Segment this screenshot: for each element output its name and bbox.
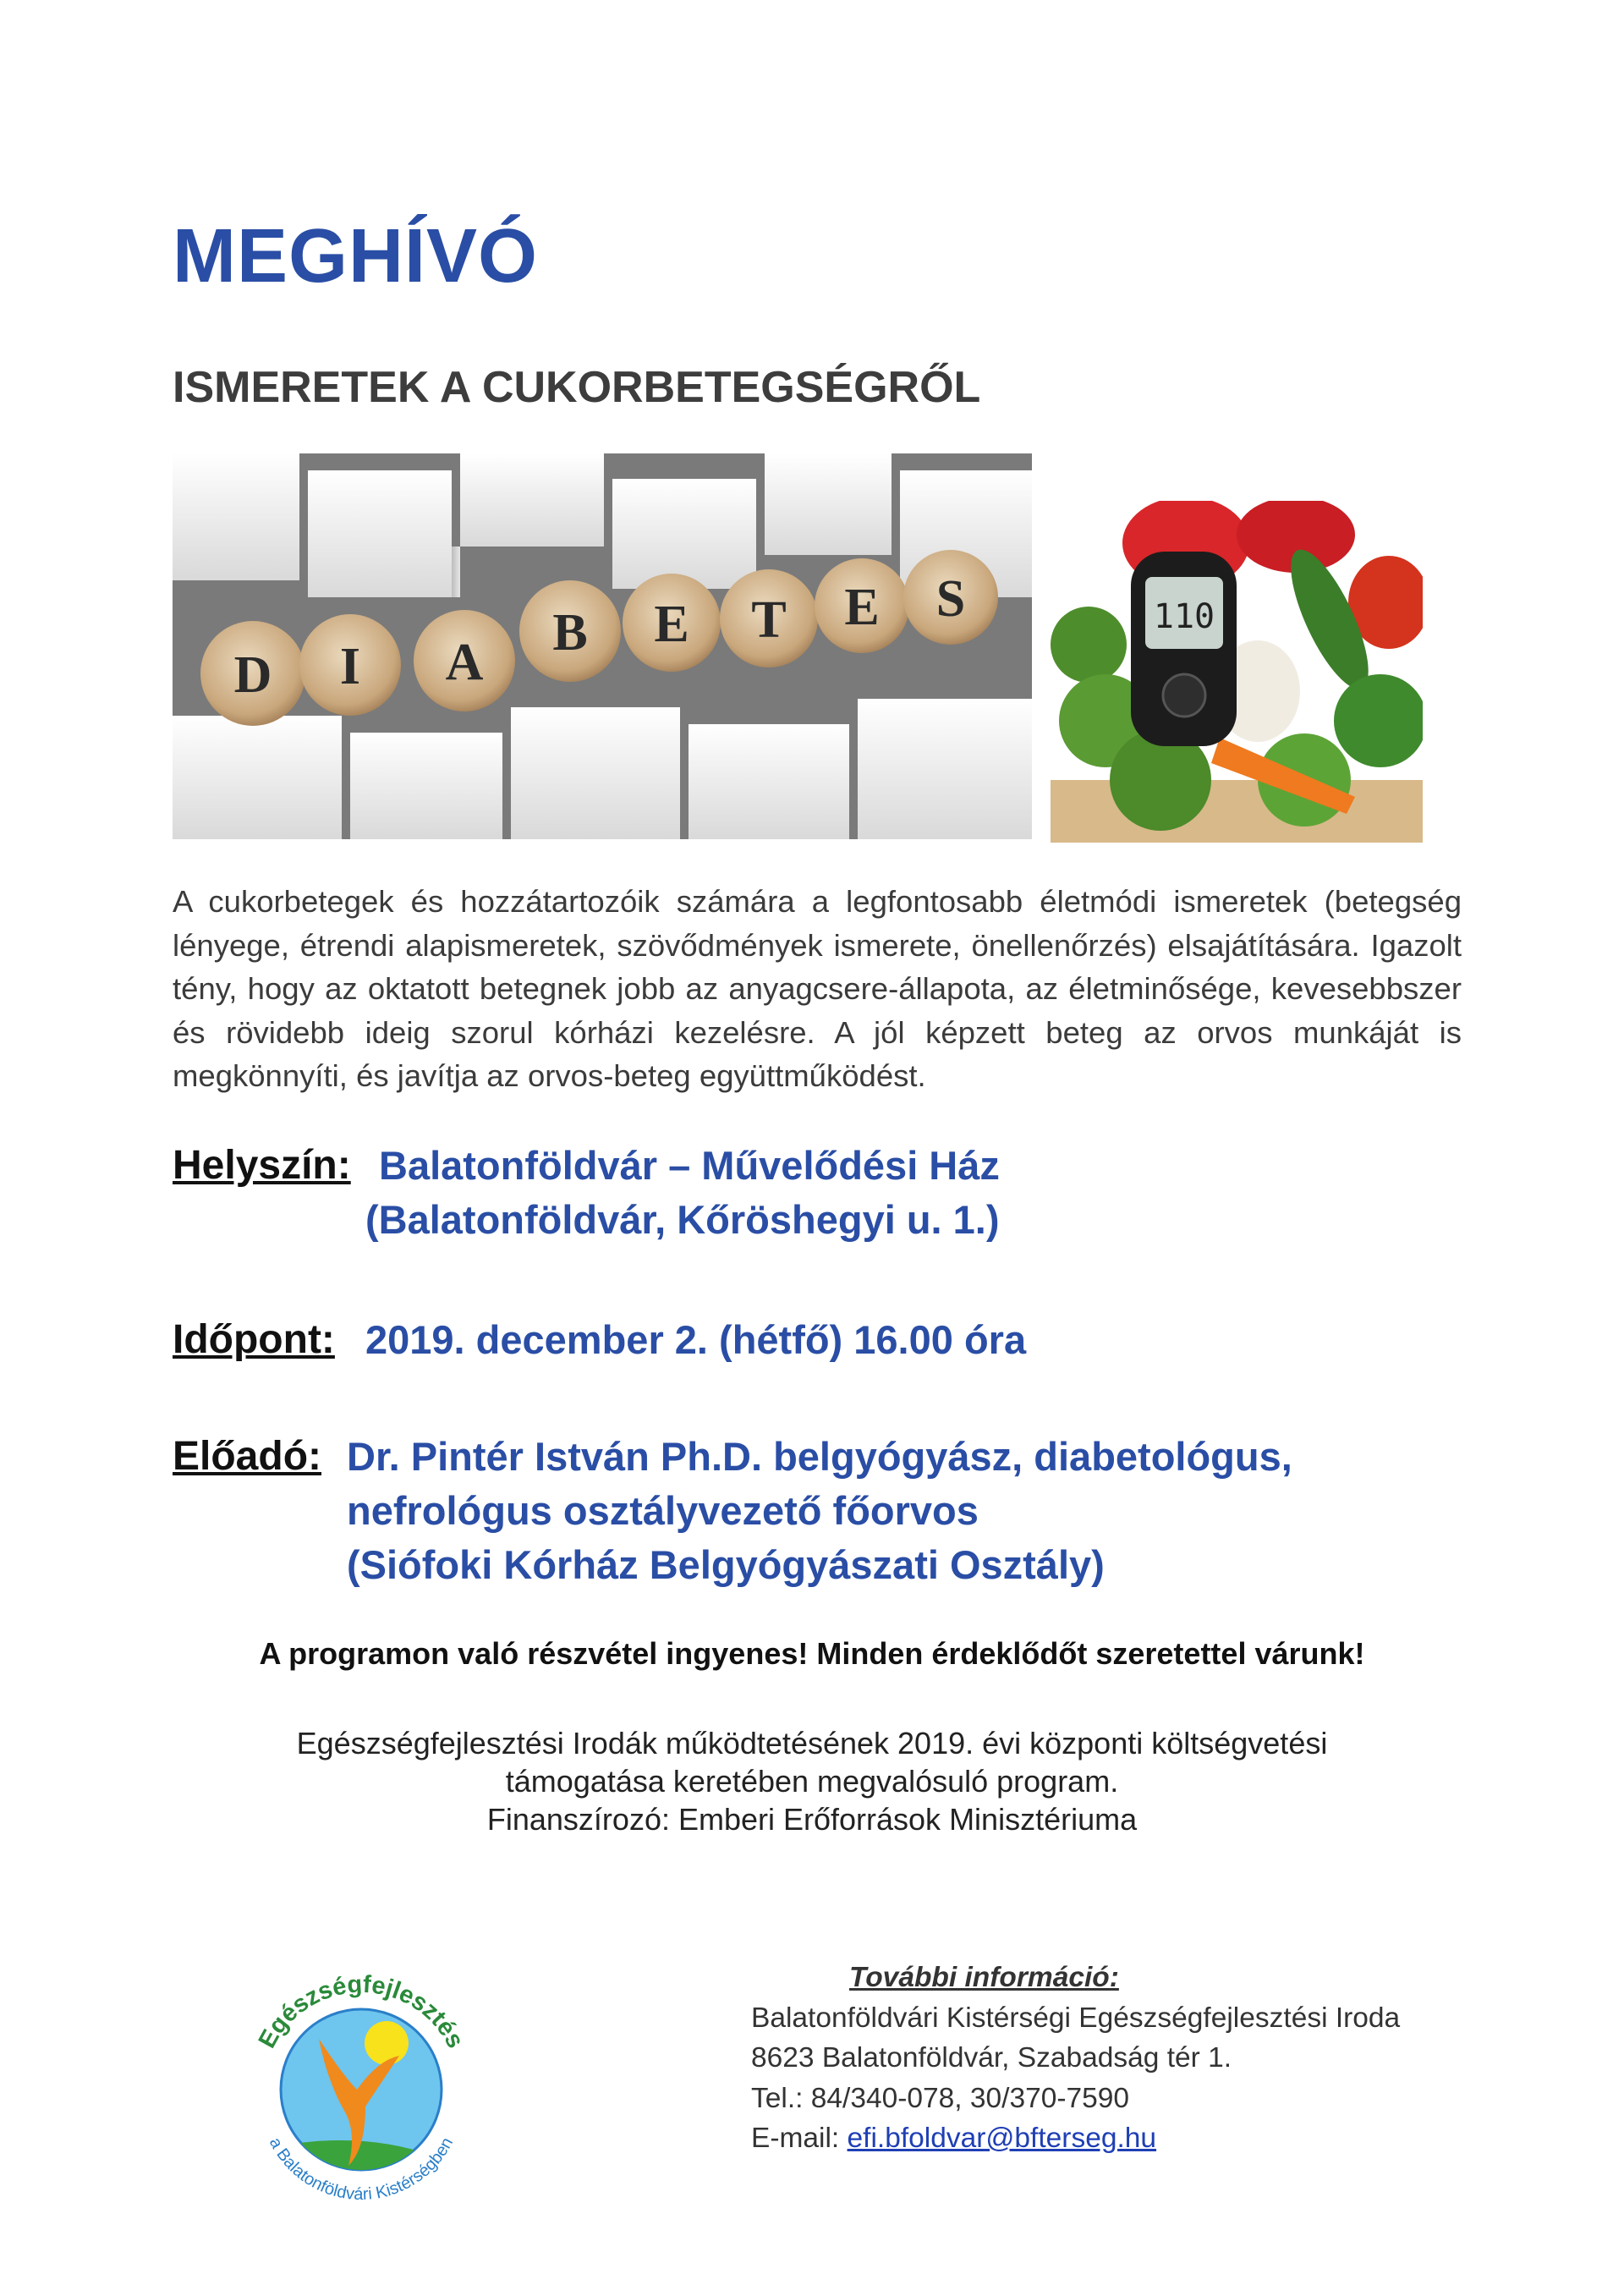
dice-letter: E: [654, 596, 689, 653]
dice-letter: E: [844, 579, 880, 636]
contact-info: [751, 1958, 1512, 2159]
funding-line: Finanszírozó: Emberi Erőforrások Minisztériuma: [486, 1802, 1138, 1837]
glucose-meter-vegetables-photo: [1051, 501, 1423, 843]
dice-letter: I: [339, 638, 361, 695]
logo-text-bottom: a Balatonföldvári Kistérségben: [265, 2134, 458, 2205]
location-line1: Balatonföldvár – Művelődési Ház: [379, 1143, 1000, 1188]
location-line2: (Balatonföldvár, Kőröshegyi u. 1.): [365, 1197, 1000, 1242]
funding-line: támogatása keretében megvalósuló program.: [505, 1764, 1119, 1799]
location-label: Helyszín:: [173, 1143, 351, 1188]
diabetes-dice-photo: [173, 453, 1032, 839]
dice-letter: B: [552, 604, 588, 662]
contact-heading: További információ:: [849, 1962, 1119, 1993]
speaker-line3: (Siófoki Kórház Belgyógyászati Osztály): [347, 1542, 1105, 1587]
health-promotion-logo: [239, 1963, 484, 2208]
logo-text-top: Egészségfejlesztés: [253, 1970, 469, 2053]
funding-info: [0, 1724, 1624, 1838]
page-subtitle: ISMERETEK A CUKORBETEGSÉGRŐL: [173, 363, 981, 412]
page-title: MEGHÍVÓ: [173, 214, 539, 299]
speaker-label: Előadó:: [173, 1434, 321, 1479]
time-value: 2019. december 2. (hétfő) 16.00 óra: [365, 1317, 1027, 1362]
email-label: E-mail:: [751, 2123, 848, 2154]
contact-phone: Tel.: 84/340-078, 30/370-7590: [751, 2082, 1130, 2114]
time-label: Időpont:: [173, 1317, 335, 1362]
contact-address: 8623 Balatonföldvár, Szabadság tér 1.: [751, 2042, 1232, 2074]
contact-email-row: [751, 2118, 1512, 2159]
dice-letter: A: [445, 634, 484, 691]
speaker-line2: nefrológus osztályvezető főorvos: [347, 1488, 979, 1533]
intro-paragraph: A cukorbetegek és hozzátartozóik számára a legfontosabb életmódi ismeretek (betegség lényege, étrendi alapismeretek, szövődmények ismerete, önellenőrzés) elsajátítására. Igazolt tény, hogy az oktatott betegnek jobb az anyagcsere-állapota, az életminősége, kevesebbszer és rövidebb ideig szorul kórházi kezelésre. A jól képzett beteg az orvos munkáját is megkönnyíti, és javítja az orvos-beteg együttműködést.: [173, 884, 1462, 1093]
participation-notice: A programon való részvétel ingyenes! Minden érdeklődőt szeretettel várunk!: [259, 1636, 1365, 1671]
funding-line: Egészségfejlesztési Irodák működtetésének 2019. évi központi költségvetési: [296, 1726, 1328, 1760]
dice-letter: T: [751, 591, 787, 649]
speaker-line1: Dr. Pintér István Ph.D. belgyógyász, diabetológus,: [347, 1434, 1292, 1479]
email-link[interactable]: efi.bfoldvar@bfterseg.hu: [847, 2123, 1157, 2154]
meter-reading: 110: [1153, 597, 1215, 636]
contact-org: Balatonföldvári Kistérségi Egészségfejlesztési Iroda: [751, 2002, 1401, 2034]
dice-letter: S: [935, 570, 966, 628]
dice-letter: D: [233, 646, 272, 704]
